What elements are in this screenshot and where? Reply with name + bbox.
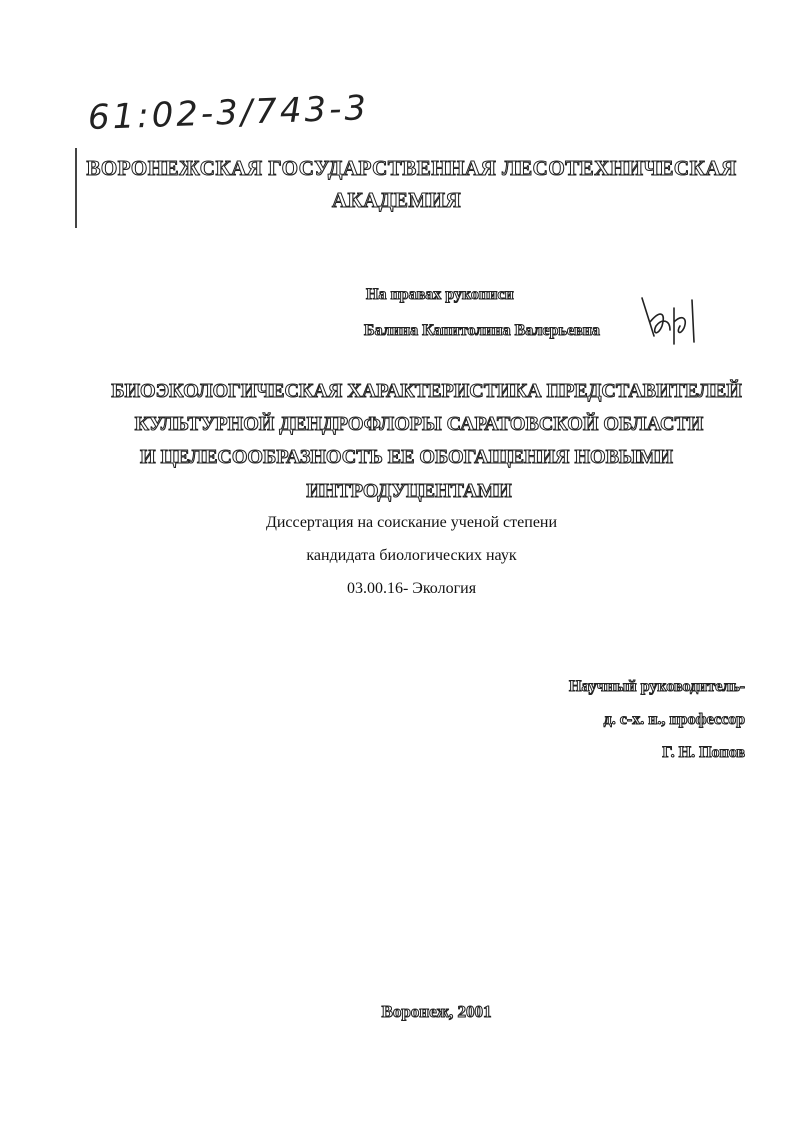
advisor-rank: д. с-х. н., профессор: [603, 711, 745, 728]
degree-line-2: кандидата биологических наук: [306, 547, 517, 564]
institution-line-2: АКАДЕМИЯ: [331, 188, 462, 212]
author-name: Балина Капитолина Валерьевна: [364, 322, 600, 339]
thesis-title-line-1: БИОЭКОЛОГИЧЕСКАЯ ХАРАКТЕРИСТИКА ПРЕДСТАВИТЕЛЕЙ: [111, 380, 742, 402]
manuscript-rights-label: На правах рукописи: [366, 286, 514, 303]
specialty-code: 03.00.16- Экология: [346, 580, 477, 597]
advisor-role: Научный руководитель-: [569, 678, 745, 695]
author-signature: [636, 292, 706, 352]
archive-code: 61:02-3/743-3: [87, 88, 370, 138]
advisor-name: Г. Н. Попов: [662, 744, 745, 761]
city-year: Воронеж, 2001: [381, 1002, 492, 1021]
thesis-title-line-4: ИНТРОДУЦЕНТАМИ: [306, 480, 512, 502]
thesis-title-line-3: И ЦЕЛЕСООБРАЗНОСТЬ ЕЕ ОБОГАЩЕНИЯ НОВЫМИ: [140, 446, 673, 468]
institution-line-1: ВОРОНЕЖСКАЯ ГОСУДАРСТВЕННАЯ ЛЕСОТЕХНИЧЕСКАЯ: [86, 156, 737, 180]
degree-line-1: Диссертация на соискание ученой степени: [265, 514, 558, 531]
thesis-title-line-2: КУЛЬТУРНОЙ ДЕНДРОФЛОРЫ САРАТОВСКОЙ ОБЛАСТИ: [134, 413, 704, 435]
